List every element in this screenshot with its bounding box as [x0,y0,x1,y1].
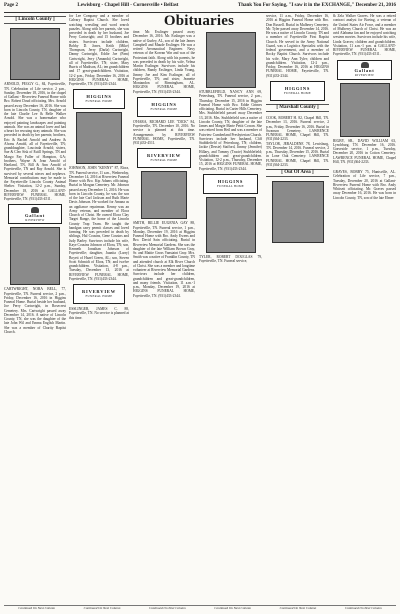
logo-gallant-2-line1: Gallant [354,67,375,73]
obit-cartwright: CARTWRIGHT, NORA BELL, 77, Fayetteville, TN. Funeral service, 2 p.m., Friday, December 16, 2016 in Higgins Funeral Home. Burial beside her husband, Joe Perry Cartwright, in Rosecrest Cemetery. Mrs. Cartwright passed away December 14, 2016. A native of Lincoln County, TN, she was the daughter of the late John Wil and Emma English Martin. She was a member of Charity Baptist Church. [4,287,66,334]
logo-riverview-line2: FUNERAL HOME [85,294,113,298]
logo-higgins-4-line2: FUNERAL HOME [284,90,311,95]
column-2 [69,14,129,604]
footer-continued-1: Continued On Next Column [18,606,56,610]
obit-cartwright-cont: for Lee Company and a member of Calvary Baptist Church. She loved watching wrestling and word search puzzles. Along with her parents, she was preceded in death by her husband, Joe Perry Cartwright; and 15 brothers and sisters. Survivors include children, Bobby D. Jones, Keith (Mike) Thompson, Jerry (Darla) Cartwright, Danny Cartwright, Eddie Joe (Pam) Cartwright, Jerry (Amanda) Cartwright, all of Fayetteville, TN; sister, Mary Burris of Madison, AL; ten grandchildren and 17 great-grandchildren. Visitation, 12-2 p.m., Friday, December 16, 2016 at HIGGINS FUNERAL HOME, Fayetteville, TN. (931)433-2344. [69,14,129,86]
logo-higgins-4-line1: HIGGINS [284,85,311,91]
logo-higgins [73,89,125,109]
obit-smith: SMITH, BILLIE EUGENIA GAY 88, Fayetteville, TN. Funeral service, 1 p.m., Monday, December 19, 2016 at Higgins Funeral Home with Bro. Andy Ewens and Bro. David Sain officiating. Burial in Riverview Memorial Gardens. She was the daughter of the late William Brown Gray, Sr. and Mattie Gross Vanstaint Gray. Mrs. Smith was a native of Franklin County, TN and attended church at Elk River Church of Christ. She was a member and longtime volunteer at Riverview Memorial Gardens. Survivors include her children, grandchildren and great-grandchildren, and many friends. Visitation, 11 a.m.-1 p.m., Monday, December 19, 2016 at HIGGINS FUNERAL HOME, Fayetteville, TN. (931)433-2344. [133,221,195,298]
page-footer [4,605,396,613]
obit-arnold: ARNOLD, PEGGY G., 84, Fayetteville, TN. Celebration of Life service, 2 p.m., Sunday, December 18, 2016, in the chapel of Gallant - Riverview Funeral Home with Bro. Robert Doud officiating. Mrs. Arnold passed away December 16, 2016. She was born in Lincoln County, TN, daughter of the late Charlie Lee & Belle Walker Arnold. She was a homemaker who enjoyed painting landscapes and painting animals. She was an animal lover and had a heart for rescuing stray animals. She was preceded in death by her parents; brothers, Eric & Rachel Arnold and Andrew & Alvasu Arnold, all of Fayetteville, TN; granddaughter, Loucinda Arnold; sisters, Sue & Cleo Sisk of Estill Springs, TN and Margo Fay Fuller of Hampton, GA; brothers, Wayne & Jean Arnold of Hartland, TN, Bill & Ann Arnold of Fayetteville, TN and Ray Arnold. She is survived by several nieces and nephews. Memorial contributions may be made to the Fayetteville Lincoln County Animal Shelter. Visitation, 12-2 p.m., Sunday, December 18, 2016 at GALLANT-RIVERVIEW FUNERAL HOME, Fayetteville, TN. (931)433-4511. [4,82,66,201]
obit-ohara: O'HARA, RICHARD LEE "DICK" 84, Fayetteville, TN. December 10, 2016. No service is planned at this time. Arrangements by RIVERVIEW FUNERAL HOME, Fayetteville, TN. (931)433-4511. [133,119,195,145]
obit-tyler-cont: service, 11 a.m., Friday, December 16, 2016 at Higgins Funeral Home with Bro. Don Russell. Burial in Mulberry Cemetery. Mr. Tyler passed away December 14, 2016. He was a native of Lincoln County, TN and a member of Fayetteville First Baptist Church. He served in the Army National Guard, was a Logistics Specialist with the federal government, and a member of Rocky Baptist Church. Survivors include his wife, Mary Ann Tyler; children and grandchildren. Visitation, 12-2 p.m., Friday, December 16, 2016 at HIGGINS FUNERAL HOME, Fayetteville, TN. (931)433-2344. [266,14,329,78]
footer-continued-3: Continued On Next Column [148,606,186,610]
logo-gallant-line2: RIVERVIEW [25,217,45,222]
obit-cook: COOK, ROBERT H. 82, Chapel Hill, TN. December 13, 2016. Funeral service, 2 p.m., Friday, December 16, 2016. Burial in Swanson Cemetery. LAWRENCE FUNERAL HOME, Chapel Hill, TN. (931)364-2233. [266,116,329,142]
obit-graves-cont: & Zela Walker Graves. He was a retired contract analyst for Boeing, a veteran of the United States Air Force, and a member of Mulberry Church of Christ. He was an avid Alabama fan and he enjoyed watching western movies. Survivors include his wife, Linda Graves; children and grandchildren. Visitation, 11 a.m.-1 p.m. at GALLANT-RIVERVIEW FUNERAL HOME, Fayetteville, TN. (931)433-4511. [333,14,396,57]
photo-johnson [76,112,122,164]
obit-essinger: ESSLINGER, JAMES C. 88, Fayetteville, TN. No service is planned at this time. [69,307,129,320]
logo-riverview-2-line1: RIVERVIEW [146,153,182,158]
column-3 [133,30,195,604]
logo-riverview-2 [137,148,191,168]
page-tagline: Thank You For Saying, "I saw it in the EXCHANGE," December 21, 2016 [237,3,396,8]
column-6 [333,14,396,604]
logo-higgins-2 [137,97,191,117]
photo-arnold [10,28,60,80]
column-4 [199,30,262,604]
obit-stubblefield: STUBBLEFIELD, NANCY ANN 69, Petersburg, TN. Funeral service, 2 p.m., Thursday, December 15, 2016 in Higgins Funeral Home with Bro. Eddie Grimes officiating. Burial in Carter Hills Cemetery. Mrs. Stubblefield passed away December 13, 2016. Mrs. Stubblefield was a native of Lincoln County, TN, daughter of the late James and Margie Marie Pettit Cowan. She was retired from Heil and was a member of Fairview Cumberland Presbyterian Church. Survivors include her husband, Cliff Stubblefield of Petersburg, TN; children, Jackie (Dessie) Stafford, Jimmy (Jennifer) Hillary, and Tommy (Tracie) Stubblefield; grandchildren and great-grandchildren. Visitation, 12-2 p.m., Thursday, December 15, 2016 at HIGGINS FUNERAL HOME, Fayetteville, TN. (931)433-2344. [199,90,262,171]
obit-tyler: TYLER, ROBERT DOUGLAS 79, Fayetteville, TN. Funeral service, [199,254,262,263]
logo-gallant-2-line2: RIVERVIEW [354,73,375,77]
section-title: Obituaries [163,13,235,29]
logo-riverview-2-line2: FUNERAL HOME [150,158,178,163]
footer-continued-6: Continued On Next Column [344,606,382,610]
obit-graves: GRAVES, BOBBY 75, Huntsville, AL. Celebration of Life service, 7 p.m., Tuesday, December 20, 2016 at Gallant-Riverview Funeral Home with Bro. Andy Whitsett officiating. Mr. Graves passed away December 16, 2016. He was born in Lincoln County, TN, son of the late Elmer [333,170,396,200]
logo-higgins-line1: HIGGINS [86,94,112,99]
footer-continued-4: Continued On Next Column [214,606,252,610]
section-lincoln: [ Lincoln County ] [4,16,66,24]
footer-continued-2: Continued On Next Column [83,606,121,610]
column-1 [4,14,66,604]
footer-continued-5: Continued On Next Column [279,606,317,610]
logo-gallant-line1: Gallant [24,212,46,218]
tree-icon [361,62,369,68]
logo-gallant-riverview-2 [337,60,392,80]
paper-name: Lewisburg - Chapel Hill - Cornersville • Belfast [77,3,179,8]
obit-taylor: TAYLOR, JERALDENE 78, Lewisburg, TN. December 14, 2016. Funeral service, 2 p.m., Thursday, December 15, 2016. Burial in Lone Oak Cemetery. LAWRENCE FUNERAL HOME, Chapel Hill, TN. (931)364-2233. [266,141,329,167]
section-marshall: [ Marshall County ] [266,104,329,112]
logo-riverview [73,284,125,304]
logo-higgins-2-line2: FUNERAL HOME [150,106,178,111]
section-out-of-area: [ Out Of Area ] [266,169,329,177]
photo-stubblefield [206,32,256,88]
logo-higgins-2-line1: HIGGINS [151,101,177,107]
logo-higgins-3-line2: FUNERAL HOME [217,183,244,188]
obit-johnson: JOHNSON, JOHN "KENNY" 87, Elora, TN. Funeral service, 11 a.m., Wednesday, December 14, 2016 at Riverview Funeral Home with Bro. Kip Adams officiating. Burial in Morgan Cemetery. Mr. Johnson passed away December 11, 2016. He was born in Lincoln County, he was the son of the late Carl Jackson and Ruth Marie Davis Johnson. He worked for Amana as an appliance repairman. Kenny was an Army veteran, and member of Elora Church of Christ. He owned Elora Clay Target Range, the home of the Lincoln County Trap Team. He taught the handgun carry permit classes and loved farming. He was preceded in death by siblings, Hal Cousins, Gene Cousins and Judy Barley. Survivors include his wife, Kaye Cousins Johnson of Elora, TN; son, Kenneth Jonathan Johnson of Fayetteville; daughter, Juanita (Larry) Boyett of Hazel Green, AL; son, Steven Scott Schmidt of Elora, TN; and twelve grandchildren. Visitation, 4-8 p.m., Tuesday, December 13, 2016 at RIVERVIEW FUNERAL HOME, Fayetteville, TN. (931)433-2344. [69,166,129,281]
logo-higgins-3-line1: HIGGINS [217,178,244,184]
logo-higgins-3 [203,174,258,194]
page-label: Page 2 [4,3,19,8]
logo-higgins-line2: FUNERAL HOME [85,99,113,104]
obit-rigby: RIGBY, SR., DAVID WILLIAM 63, Lynchburg, TN. December 16, 2016. Graveside service, 1 p.m., Tuesday, December 20, 2016 in Cotton Cemetery. LAWRENCE FUNERAL HOME, Chapel Hill, TN. (931)364-2233. [333,138,396,164]
photo-tyler [206,197,256,253]
photo-rigby [340,83,390,137]
column-5 [266,14,329,604]
logo-gallant-riverview [8,204,62,224]
obit-essinger-cont: time. Mr. Esslinger passed away December 16, 2016. Mr. Esslinger was a native of Gurley, AL, son of the late James Campbell and Maude Esslinger. He was a retired Aeronautical Engineer. Navy veteran of the Korean War and was of the Protestant faith. Along with his parents, he was preceded in death by his wife, Velma Martin Esslinger. Survivors include his children, Randy Esslinger, Linda Young, Jimmy Joe and Kim Esslinger, all of Fayetteville, TN; and sister, Jeanette Montandon of Birmingham, AL. HIGGINS FUNERAL HOME, Fayetteville, TN. (931)433-2344. [133,30,195,94]
page-header [4,3,396,13]
photo-graves [272,181,324,243]
logo-riverview-line1: RIVERVIEW [81,288,117,294]
logo-higgins-4 [270,81,325,101]
photo-smith [141,171,187,219]
tree-icon [31,207,39,213]
photo-cartwright [10,227,60,285]
